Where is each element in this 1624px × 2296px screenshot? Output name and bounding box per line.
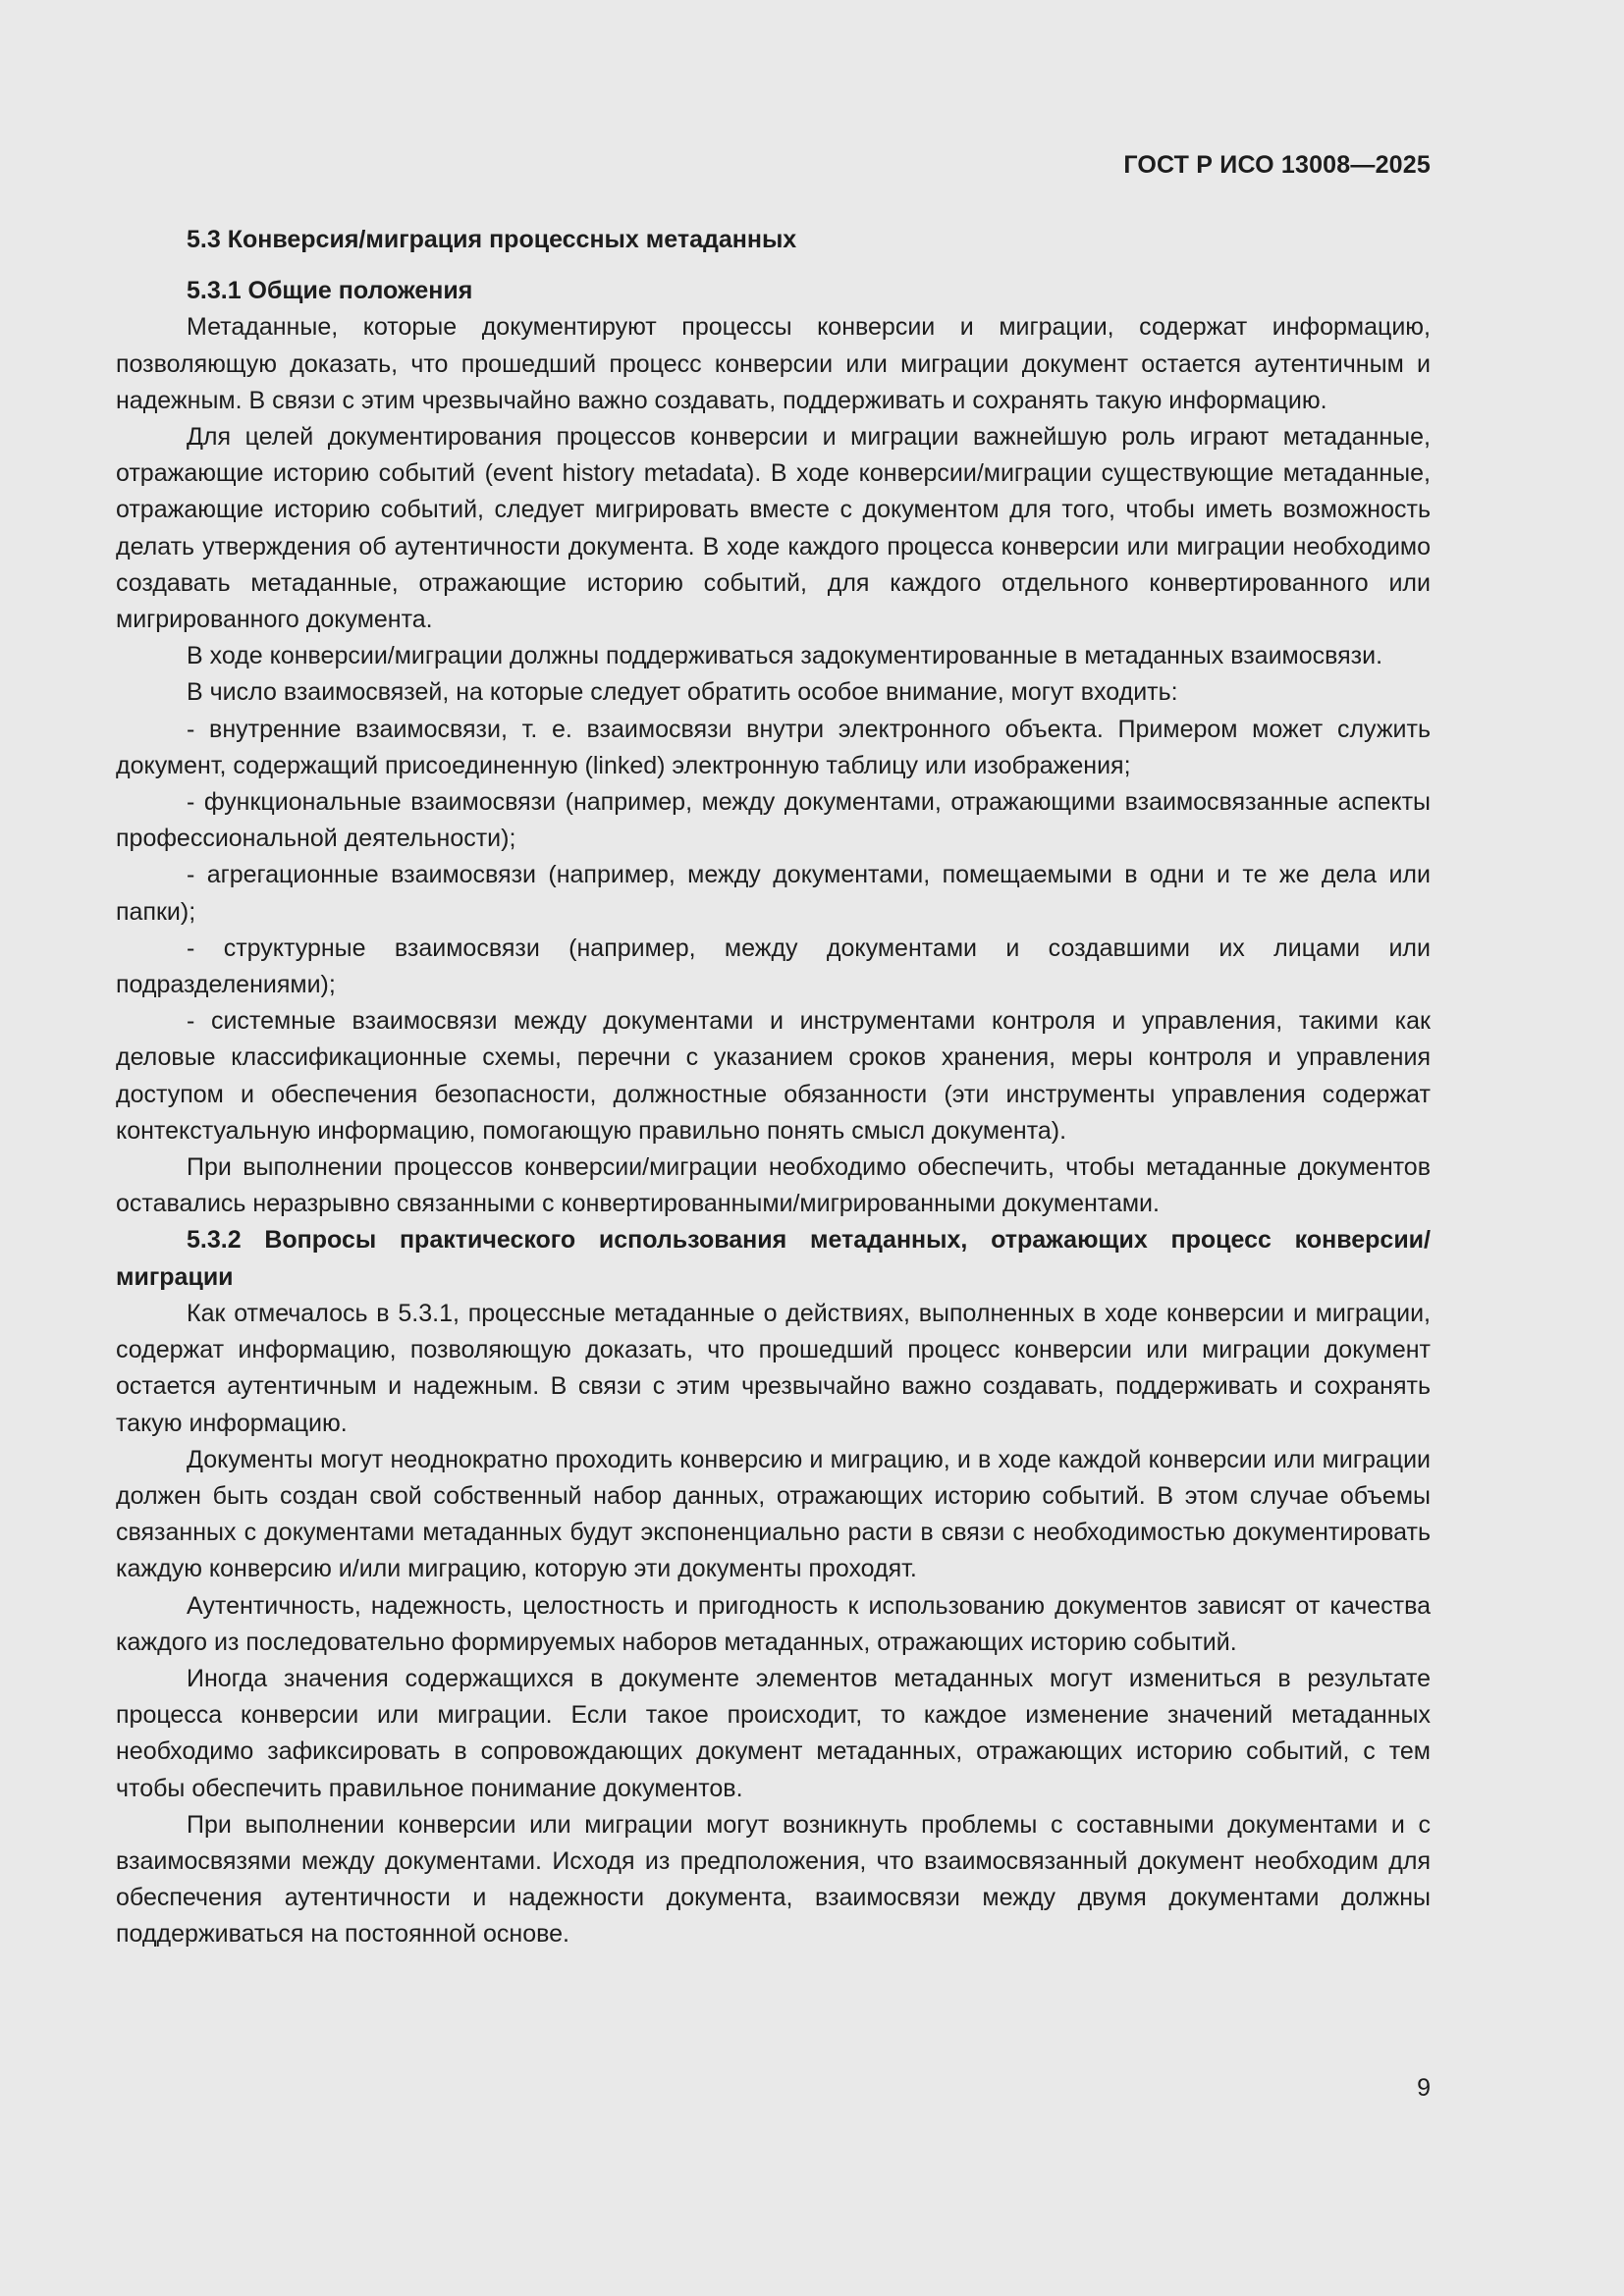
list-item: - агрегационные взаимосвязи (например, между документами, помещаемыми в одни и те же дела или папки);: [116, 861, 1431, 926]
list-item: - функциональные взаимосвязи (например, между документами, отражающими взаимосвязанные аспекты профессиональной деятельности);: [116, 788, 1431, 853]
paragraph: Метаданные, которые документируют процессы конверсии и миграции, содержат информацию, позволяющую доказать, что прошедший процесс конверсии или миграции документ остается аутентичным и надежным. В связи с этим чрезвычайно важно создавать, поддерживать и сохранять такую информацию.: [116, 313, 1431, 414]
page-number: 9: [1417, 2074, 1431, 2102]
paragraph: При выполнении конверсии или миграции могут возникнуть проблемы с составными документами и с взаимосвязями между документами. Исходя из предположения, что взаимосвязанный документ необходим для обеспечения аутентичности и надежности документа, взаимосвязи между двумя документами должны поддерживаться на постоянной основе.: [116, 1810, 1431, 1949]
document-body: [116, 222, 1431, 1953]
paragraph: Для целей документирования процессов конверсии и миграции важнейшую роль играют метаданные, отражающие историю событий (event history metadata). В ходе конверсии/миграции существующие метаданные, отражающие историю событий, следует мигрировать вместе с документом для того, чтобы иметь возможность делать утверждения об аутентичности документа. В ходе каждого процесса конверсии или миграции необходимо создавать метаданные, отражающие историю событий, для каждого отдельного конвертированного или мигрированного документа.: [116, 423, 1431, 634]
subsection-title: 5.3.1 Общие положения: [187, 277, 473, 305]
list-item: - внутренние взаимосвязи, т. е. взаимосвязи внутри электронного объекта. Примером может служить документ, содержащий присоединенную (linked) электронную таблицу или изображения;: [116, 715, 1431, 779]
paragraph: Как отмечалось в 5.3.1, процессные метаданные о действиях, выполненных в ходе конверсии и миграции, содержат информацию, позволяющую доказать, что прошедший процесс конверсии или миграции документ остается аутентичным и надежным. В связи с этим чрезвычайно важно создавать, поддерживать и сохранять такую информацию.: [116, 1299, 1431, 1437]
paragraph: При выполнении процессов конверсии/миграции необходимо обеспечить, чтобы метаданные документов оставались неразрывно связанными с конвертированными/мигрированными документами.: [116, 1153, 1431, 1218]
paragraph: В ходе конверсии/миграции должны поддерживаться задокументированные в метаданных взаимосвязи.: [187, 642, 1383, 670]
paragraph: Иногда значения содержащихся в документе элементов метаданных могут измениться в результате процесса конверсии или миграции. Если такое происходит, то каждое изменение значений метаданных необходимо зафиксировать в сопровождающих документ метаданных, отражающих историю событий, с тем чтобы обеспечить правильное понимание документов.: [116, 1664, 1431, 1802]
subsection-title: 5.3.2 Вопросы практического использования метаданных, отражающих процесс конверсии/миграции: [116, 1226, 1431, 1291]
paragraph: В число взаимосвязей, на которые следует обратить особое внимание, могут входить:: [187, 678, 1178, 707]
list-item: - системные взаимосвязи между документами и инструментами контроля и управления, такими как деловые классификационные схемы, перечни с указанием сроков хранения, меры контроля и управления доступом и обеспечения безопасности, должностные обязанности (эти инструменты управления содержат контекстуальную информацию, помогающую правильно понять смысл документа).: [116, 1007, 1431, 1145]
document-code-header: ГОСТ Р ИСО 13008—2025: [1123, 151, 1431, 179]
section-title: 5.3 Конверсия/миграция процессных метаданных: [187, 226, 797, 253]
paragraph: Документы могут неоднократно проходить конверсию и миграцию, и в ходе каждой конверсии или миграции должен быть создан свой собственный набор данных, отражающих историю событий. В этом случае объемы связанных с документами метаданных будут экспоненциально расти в связи с необходимостью документировать каждую конверсию и/или миграцию, которую эти документы проходят.: [116, 1445, 1431, 1583]
list-item: - структурные взаимосвязи (например, между документами и создавшими их лицами или подразделениями);: [116, 934, 1431, 999]
paragraph: Аутентичность, надежность, целостность и пригодность к использованию документов зависят от качества каждого из последовательно формируемых наборов метаданных, отражающих историю событий.: [116, 1591, 1431, 1656]
